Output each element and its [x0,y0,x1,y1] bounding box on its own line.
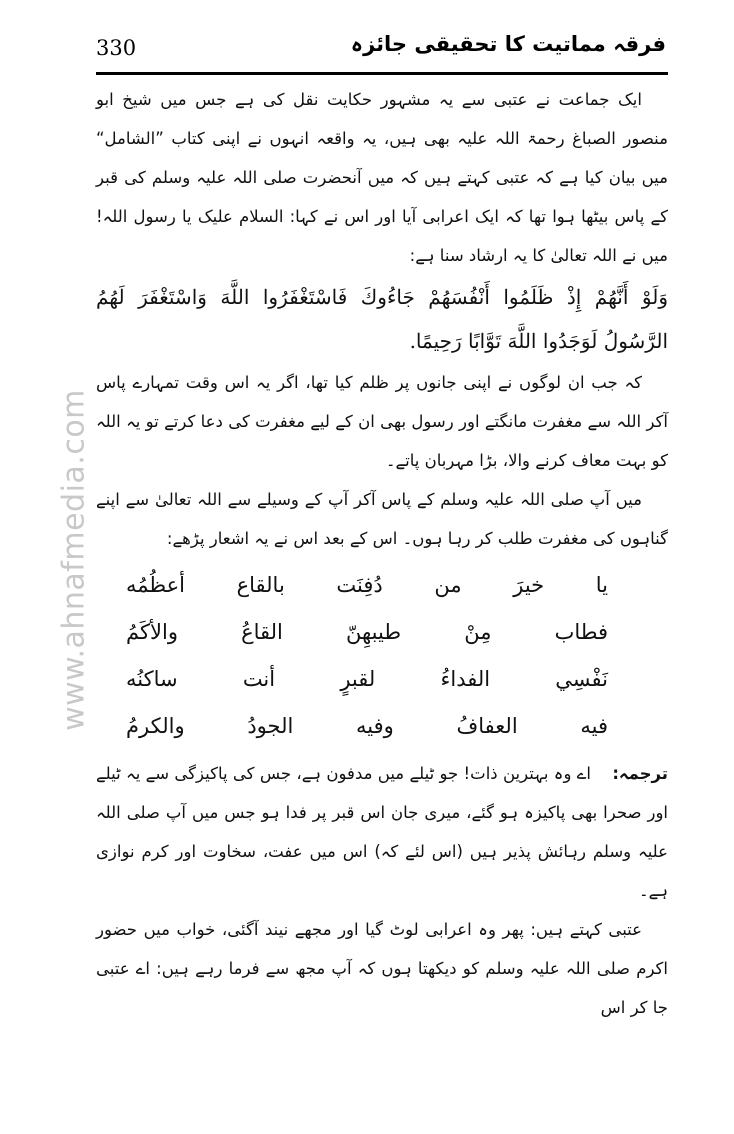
poem-word: الفداءُ [440,667,491,691]
quran-verse: وَلَوْ أَنَّهُمْ إِذْ ظَلَمُوا أَنْفُسَهُمْ جَاءُوكَ فَاسْتَغْفَرُوا اللَّهَ وَاسْتَغْفَرَ لَهُمُ الرَّسُولُ لَوَجَدُوا اللَّهَ تَوَّابًا رَحِيمًا. [96,285,668,353]
page-content [96,80,668,1027]
paragraph-verse-meaning: کہ جب ان لوگوں نے اپنی جانوں پر ظلم کیا تھا، اگر یہ اس وقت تمہارے پاس آکر اللہ سے مغفرت مانگتے اور رسول بھی ان کے لیے مغفرت کی دعا کرتے تو یہ اللہ کو بہت معاف کرنے والا، بڑا مہربان پاتے۔ [96,373,668,470]
poem-word: لقبرٍ [340,667,376,691]
poem-word: مِنْ [464,620,492,644]
poem-word: طيبهِنّ [346,620,402,644]
translation-label: ترجمہ: [612,764,668,783]
poem-word: من [434,573,462,597]
watermark-text: www.ahnafmedia.com [56,389,92,731]
poem-word: ساكنُه [126,667,178,691]
poem-word: فطاب [554,620,608,644]
page-number: 330 [96,36,137,60]
paragraph-translation [96,754,668,910]
poem-word: نَفْسِي [555,667,608,691]
poem-word: دُفِنَت [336,573,383,597]
poem-line [126,703,608,750]
poem-word: أعظُمُه [126,573,185,597]
poem-word: القاعُ [241,620,283,644]
poem-word: فيه [580,714,608,738]
poem-word: أنت [242,667,276,691]
poem-word: والأكَمُ [126,620,178,644]
poem-line [126,656,608,703]
poem-word: والكرمُ [126,714,185,738]
paragraph-seeking-forgiveness: میں آپ صلی اللہ علیہ وسلم کے پاس آکر آپ کے وسیلے سے اللہ تعالیٰ سے اپنے گناہوں کی مغفرت طلب کر رہا ہوں۔ اس کے بعد اس نے یہ اشعار پڑھے: [96,490,668,548]
poem-line [126,562,608,609]
poem-line [126,609,608,656]
paragraph-intro: ایک جماعت نے عتبی سے یہ مشہور حکایت نقل کی ہے جس میں شیخ ابو منصور الصباغ رحمۃ اللہ علیہ بھی ہیں، یہ واقعہ انہوں نے اپنی کتاب ”الشامل“ میں بیان کیا ہے کہ عتبی کہتے ہیں کہ میں آنحضرت صلی اللہ علیہ وسلم کی قبر کے پاس بیٹھا ہوا تھا کہ ایک اعرابی آیا اور اس نے کہا: السلام علیک یا رسول اللہ! میں نے اللہ تعالیٰ کا یہ ارشاد سنا ہے: [96,90,668,265]
poem-word: العفافُ [456,714,518,738]
poem-word: بالقاع [236,573,285,597]
page-header [96,28,666,72]
poem-word: خيرَ [513,573,545,597]
poem-word: وفيه [356,714,394,738]
poem-word: الجودُ [247,714,294,738]
paragraph-dream: عتبی کہتے ہیں: پھر وہ اعرابی لوٹ گیا اور مجھے نیند آگئی، خواب میں حضور اکرم صلی اللہ علیہ وسلم کو دیکھتا ہوں کہ آپ مجھ سے فرما رہے ہیں: اے عتبی جا کر اس [96,920,668,1017]
poem [96,562,668,750]
poem-word: يا [595,573,608,597]
translation-text: اے وہ بہترین ذات! جو ٹیلے میں مدفون ہے، جس کی پاکیزگی سے یہ ٹیلے اور صحرا بھی پاکیزہ ہو گئے، میری جان اس قبر پر فدا ہو جس میں آپ صلی اللہ علیہ وسلم رہائش پذیر ہیں (اس لئے کہ) اس میں عفت، سخاوت اور کرم نوازی ہے۔ [96,764,668,900]
header-rule [96,72,668,75]
running-title: فرقہ مماتیت کا تحقیقی جائزہ [350,32,666,56]
